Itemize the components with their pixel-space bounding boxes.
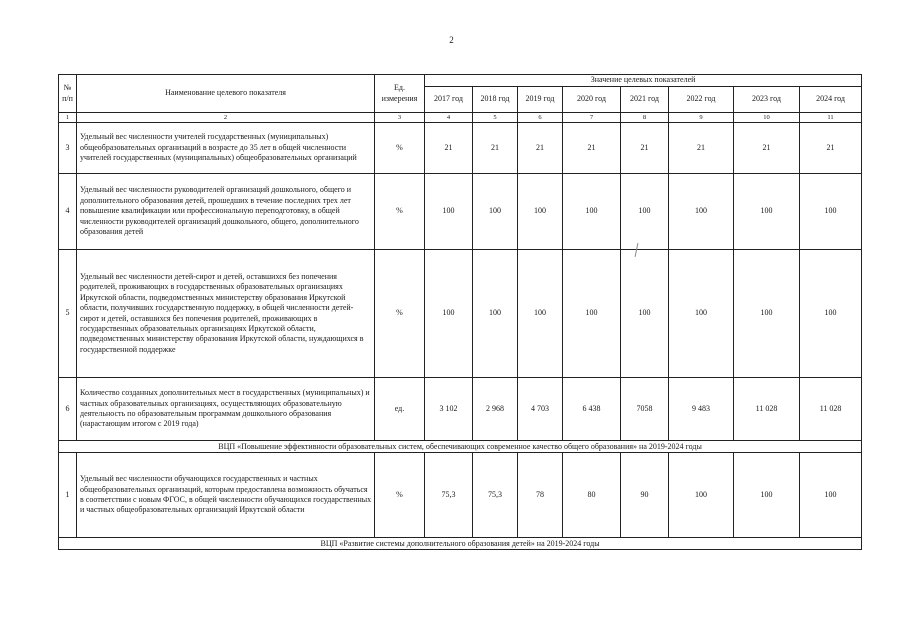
column-index: 10 — [734, 113, 800, 123]
header-year: 2021 год — [621, 87, 669, 113]
indicator-value: 75,3 — [425, 453, 473, 538]
indicator-value: 11 028 — [800, 378, 862, 441]
indicator-value: 100 — [518, 250, 563, 378]
indicator-value: 100 — [734, 250, 800, 378]
table-row — [59, 174, 862, 250]
indicator-value: 2 968 — [473, 378, 518, 441]
row-num: 4 — [59, 174, 77, 250]
page-number: 2 — [449, 35, 454, 45]
header-num: № п/п — [59, 75, 77, 113]
header-name: Наименование целевого показателя — [77, 75, 375, 113]
indicator-value: 75,3 — [473, 453, 518, 538]
header-year: 2019 год — [518, 87, 563, 113]
indicator-value: 21 — [669, 123, 734, 174]
section-header-row — [59, 441, 862, 453]
indicator-value: 6 438 — [563, 378, 621, 441]
column-index: 3 — [375, 113, 425, 123]
column-index: 6 — [518, 113, 563, 123]
table-row — [59, 378, 862, 441]
column-index: 11 — [800, 113, 862, 123]
header-values-group: Значение целевых показателей — [425, 75, 862, 87]
column-index: 4 — [425, 113, 473, 123]
indicator-unit: % — [375, 174, 425, 250]
table-row — [59, 123, 862, 174]
table-row — [59, 250, 862, 378]
indicator-value: 21 — [563, 123, 621, 174]
indicator-value: 7058 — [621, 378, 669, 441]
indicator-value: 21 — [425, 123, 473, 174]
indicator-name: Удельный вес численности руководителей организаций дошкольного, общего и дополнительного образования детей, прошедших в течение последних трех лет повышение квалификации или профессиональную переподготовку, в общей численности руководителей организаций дошкольного, общего, дополнительного образования детей — [77, 174, 375, 250]
indicator-value: 11 028 — [734, 378, 800, 441]
table-row — [59, 453, 862, 538]
indicator-value: 21 — [473, 123, 518, 174]
column-index: 2 — [77, 113, 375, 123]
indicator-value: 100 — [473, 174, 518, 250]
indicator-value: 100 — [563, 250, 621, 378]
column-index: 7 — [563, 113, 621, 123]
indicator-value: 21 — [800, 123, 862, 174]
indicator-unit: % — [375, 453, 425, 538]
indicator-unit: ед. — [375, 378, 425, 441]
row-num: 6 — [59, 378, 77, 441]
indicator-unit: % — [375, 123, 425, 174]
header-year: 2020 год — [563, 87, 621, 113]
indicator-value: 4 703 — [518, 378, 563, 441]
indicator-unit: % — [375, 250, 425, 378]
indicator-value: 78 — [518, 453, 563, 538]
column-index-row — [59, 113, 862, 123]
indicator-value: 21 — [621, 123, 669, 174]
indicator-value: 100 — [800, 250, 862, 378]
indicator-value: 100 — [425, 174, 473, 250]
indicator-value: 100 — [621, 174, 669, 250]
indicator-name: Удельный вес численности обучающихся государственных и частных общеобразовательных организаций, которым предоставлена возможность обучаться в соответствии с новым ФГОС, в общей численности обучающихся государственных и частных общеобразовательных организаций Иркутской области — [77, 453, 375, 538]
indicator-name: Удельный вес численности детей-сирот и детей, оставшихся без попечения родителей, проживающих в государственных образовательных организациях Иркутской области, подведомственных министерству образования Иркутской области, получивших государственную поддержку, в общей численности детей-сирот и детей, оставшихся без попечения родителей, проживающих в государственных образовательных организациях Иркутской области, подведомственных министерству образования Иркутской области, нуждающихся в государственной поддержке — [77, 250, 375, 378]
indicator-value: 90 — [621, 453, 669, 538]
indicator-value: 100 — [473, 250, 518, 378]
indicator-value: 80 — [563, 453, 621, 538]
section-header-row — [59, 538, 862, 550]
indicator-value: 100 — [800, 453, 862, 538]
indicator-value: 3 102 — [425, 378, 473, 441]
indicator-value: 21 — [518, 123, 563, 174]
indicator-name: Количество созданных дополнительных мест в государственных (муниципальных) и частных образовательных организациях, осуществляющих образовательную деятельность по образовательным программам дошкольного образования (нарастающим итогом с 2019 года) — [77, 378, 375, 441]
column-index: 8 — [621, 113, 669, 123]
indicator-value: 9 483 — [669, 378, 734, 441]
row-num: 5 — [59, 250, 77, 378]
row-num: 3 — [59, 123, 77, 174]
indicator-value: 100 — [669, 174, 734, 250]
header-year: 2023 год — [734, 87, 800, 113]
indicator-value: 100 — [800, 174, 862, 250]
header-year: 2024 год — [800, 87, 862, 113]
indicator-value: 100 — [734, 174, 800, 250]
row-num: 1 — [59, 453, 77, 538]
column-index: 9 — [669, 113, 734, 123]
header-year: 2017 год — [425, 87, 473, 113]
header-unit: Ед. измерения — [375, 75, 425, 113]
indicator-value: 100 — [425, 250, 473, 378]
indicator-name: Удельный вес численности учителей государственных (муниципальных) общеобразовательных организаций в возрасте до 35 лет в общей численности учителей государственных (муниципальных) общеобразовательных организаций — [77, 123, 375, 174]
header-year: 2018 год — [473, 87, 518, 113]
indicator-value: 100 — [734, 453, 800, 538]
indicator-value: 100 — [518, 174, 563, 250]
indicator-value: 100 — [669, 453, 734, 538]
indicator-value: 21 — [734, 123, 800, 174]
header-row-group — [59, 75, 862, 87]
header-year: 2022 год — [669, 87, 734, 113]
column-index: 5 — [473, 113, 518, 123]
indicator-value: 100 — [669, 250, 734, 378]
target-indicators-table — [58, 74, 862, 550]
section-title: ВЦП «Развитие системы дополнительного образования детей» на 2019-2024 годы — [59, 538, 862, 550]
column-index: 1 — [59, 113, 77, 123]
indicator-value: 100 — [563, 174, 621, 250]
indicator-value: 100 — [621, 250, 669, 378]
section-title: ВЦП «Повышение эффективности образовательных систем, обеспечивающих современное качество общего образования» на 2019-2024 годы — [59, 441, 862, 453]
